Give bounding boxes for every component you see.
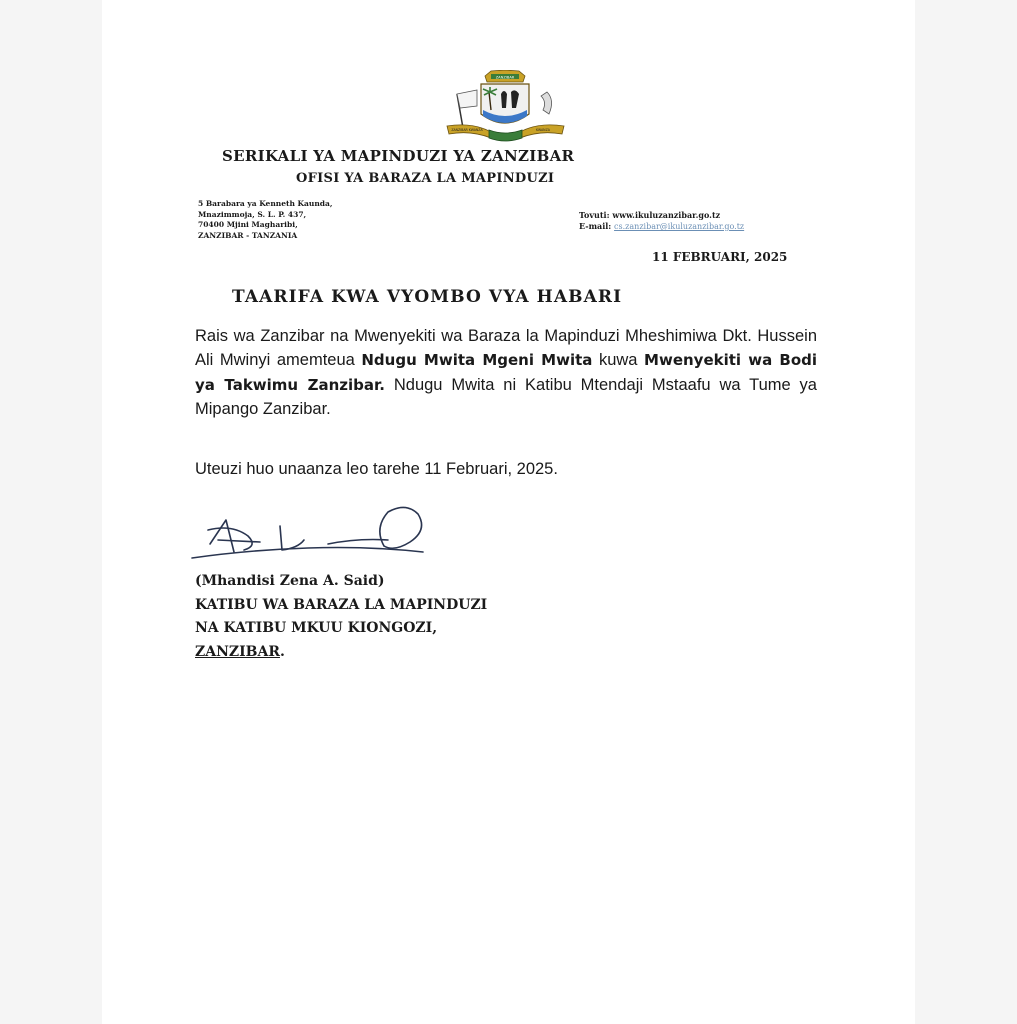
letter-date: 11 FEBRUARI, 2025 <box>652 250 788 264</box>
svg-text:ZANZIBAR KWANZA: ZANZIBAR KWANZA <box>451 128 483 132</box>
signatory-location: ZANZIBAR <box>195 643 280 660</box>
body-paragraph <box>195 324 817 421</box>
address-line: Mnazimmoja, S. L. P. 437, <box>198 209 307 219</box>
handwritten-signature <box>188 500 433 570</box>
appointment-position: Mwenyekiti wa Bodi ya Takwimu Zanzibar. <box>195 351 818 394</box>
address-line: 5 Barabara ya Kenneth Kaunda, <box>198 199 333 208</box>
signatory-name: (Mhandisi Zena A. Said) <box>195 573 385 589</box>
signatory-location-row <box>195 641 487 665</box>
email-link[interactable]: cs.zanzibar@ikuluzanzibar.go.tz <box>614 222 745 231</box>
website-label: Tovuti: <box>579 210 610 220</box>
email-row <box>579 221 744 232</box>
government-title: SERIKALI YA MAPINDUZI YA ZANZIBAR <box>222 147 575 165</box>
signatory-block <box>195 570 487 664</box>
press-release-heading: TAARIFA KWA VYOMBO VYA HABARI <box>232 287 623 307</box>
address-line: ZANZIBAR - TANZANIA <box>198 230 298 240</box>
postal-address <box>198 199 333 241</box>
signatory-title: KATIBU WA BARAZA LA MAPINDUZI <box>195 596 488 613</box>
address-line: 70400 Mjini Magharibi, <box>198 220 298 229</box>
website-link[interactable]: www.ikuluzanzibar.go.tz <box>612 210 721 220</box>
email-label: E-mail: <box>579 221 612 231</box>
contact-info <box>579 210 744 232</box>
body-text-segment: Rais wa Zanzibar na Mwenyekiti wa Baraza la Mapinduzi Mheshimiwa Dkt. Hussein Ali Mwinyi amemteua <box>195 327 817 370</box>
location-suffix: . <box>279 643 285 660</box>
effective-date-paragraph: Uteuzi huo unaanza leo tarehe 11 Februari, 2025. <box>195 460 558 478</box>
website-row <box>579 210 744 221</box>
signatory-title: NA KATIBU MKUU KIONGOZI, <box>195 620 438 636</box>
office-title: OFISI YA BARAZA LA MAPINDUZI <box>296 171 555 186</box>
zanzibar-coat-of-arms-icon <box>443 70 568 142</box>
body-text-segment: Ndugu Mwita ni Katibu Mtendaji Mstaafu wa Tume ya Mipango Zanzibar. <box>195 375 817 418</box>
svg-text:ZANZIBAR: ZANZIBAR <box>495 75 515 80</box>
svg-text:KWANZA: KWANZA <box>536 128 550 132</box>
body-text-segment: kuwa <box>592 351 645 370</box>
appointee-name: Ndugu Mwita Mgeni Mwita <box>361 351 593 370</box>
